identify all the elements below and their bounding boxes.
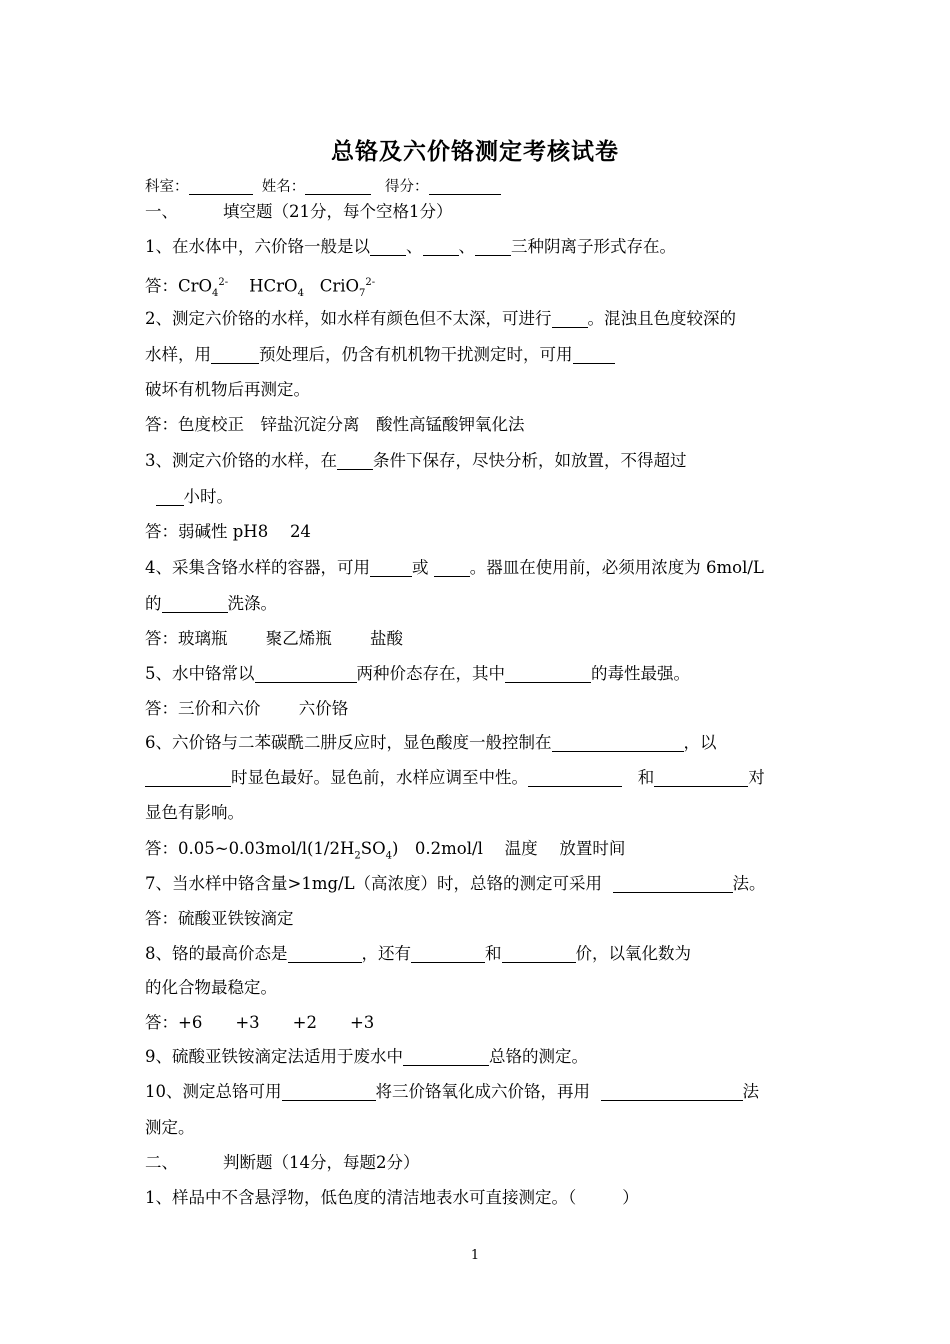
question-6-cont2: 显色有影响。 [145, 803, 244, 822]
question-10-cont: 测定。 [145, 1118, 195, 1137]
blank [429, 176, 501, 195]
question-5: 5、水中铬常以 两种价态存在，其中 的毒性最强。 [145, 664, 690, 683]
question-10: 10、测定总铬可用 将三价铬氧化成六价铬，再用 法 [145, 1082, 759, 1101]
question-8: 8、铬的最高价态是 ，还有 和 价，以氧化数为 [145, 944, 691, 963]
question-6: 6、六价铬与二苯碳酰二肼反应时，显色酸度一般控制在 ，以 [145, 733, 717, 752]
question-3: 3、测定六价铬的水样，在 条件下保存，尽快分析，如放置，不得超过 [145, 451, 687, 470]
answer-8: 答：+6 +3 +2 +3 [145, 1013, 375, 1032]
question-7: 7、当水样中铬含量>1mg/L（高浓度）时，总铬的测定可采用 法。 [145, 874, 766, 893]
question-4: 4、采集含铬水样的容器，可用 或 。器皿在使用前，必须用浓度为 6mol/L [145, 558, 764, 577]
answer-4: 答：玻璃瓶 聚乙烯瓶 盐酸 [145, 629, 403, 648]
answer-3: 答：弱碱性 pH8 24 [145, 522, 311, 541]
judge-question-1: 1、样品中不含悬浮物，低色度的清洁地表水可直接测定。（ ） [145, 1188, 639, 1207]
blank [305, 176, 371, 195]
question-4-cont: 的 洗涤。 [145, 594, 277, 613]
blank [189, 176, 253, 195]
question-2-cont2: 破坏有机物后再测定。 [145, 380, 310, 399]
question-2: 2、测定六价铬的水样，如水样有颜色但不太深，可进行 。混浊且色度较深的 [145, 309, 736, 328]
question-1: 1、在水体中，六价铬一般是以 、 、 三种阴离子形式存在。 [145, 237, 676, 256]
header-fields: 科室： 姓名： 得分： [145, 176, 815, 198]
question-8-cont: 的化合物最稳定。 [145, 978, 277, 997]
question-3-cont: 小时。 [145, 486, 815, 508]
answer-5: 答：三价和六价 六价铬 [145, 699, 349, 718]
question-6-cont: 时显色最好。显色前，水样应调至中性。 和 对 [145, 767, 815, 789]
answer-1: 答：CrO$_4^{2-}$ HCrO$_4$ CriO$_7^{2-}$ [145, 276, 376, 299]
question-2-cont: 水样，用 预处理后，仍含有机机物干扰测定时，可用 [145, 344, 815, 366]
question-9: 9、硫酸亚铁铵滴定法适用于废水中 总铬的测定。 [145, 1047, 588, 1066]
answer-7: 答：硫酸亚铁铵滴定 [145, 909, 294, 928]
section-heading-2: 二、 判断题（14分，每题2分） [145, 1153, 420, 1172]
page-number: 1 [470, 1248, 480, 1263]
section-heading-1: 一、 填空题（21分，每个空格1分） [145, 202, 453, 221]
answer-6: 答：$0.05\sim 0.03mol/l(1/2H_2SO_4)$ 0.2mol/l 温度 放置时间 [145, 839, 626, 862]
page-title: 总铬及六价铬测定考核试卷 [331, 139, 619, 165]
answer-2: 答：色度校正 锌盐沉淀分离 酸性高锰酸钾氧化法 [145, 415, 525, 434]
